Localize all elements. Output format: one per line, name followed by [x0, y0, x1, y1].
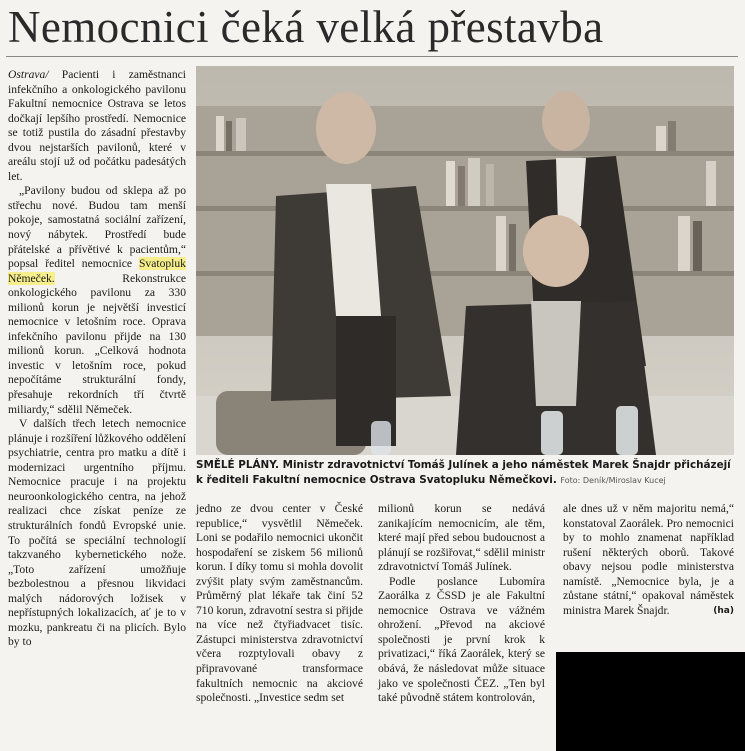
- paragraph-text: Pacienti i zaměstnanci infekčního a onkologického pavilonu Fakultní nemocnice Ostrava se letos dočkají lepšího prostředí. Nemocnice se totiž pustila do zásadní přestavby dvou nejstarších pavilonů, které v areálu stojí už od počátku padesátých let.: [8, 68, 186, 183]
- dateline: Ostrava/: [8, 68, 49, 81]
- paragraph: Podle poslance Lubomíra Zaorálka z ČSSD je ale Fakultní nemocnice Ostrava ve vážném ohrožení. „Převod na akciové společnosti je první krok k privatizaci,“ říká Zaorálek, který se obává, že následovat může situace jako ve společnosti ČEZ. „Ten byl také původně státem kontrolován,: [378, 574, 545, 705]
- article-column-4: [563, 502, 734, 618]
- caption-lead: SMĚLÉ PLÁNY.: [196, 459, 279, 471]
- article-column-3: [378, 502, 545, 706]
- paragraph-text: ale dnes už v něm majoritu nemá,“ konstatoval Zaorálek. Pro nemocnici by to mohlo znamenat například rušení některých oborů. Takové obavy nejsou podle ministerstva namístě. „Nemocnice byla, je a zůstane státní,“ opakoval náměstek ministra Marek Šnajdr.: [563, 502, 734, 617]
- paragraph-text: „Pavilony budou od sklepa až po střechu nové. Budou tam menší pokoje, samostatná sociální zařízení, nový nábytek. Prostředí bude přátelské a přívětivé k pacientům,“ popsal ředitel nemocnice: [8, 184, 186, 271]
- article-column-2: [196, 502, 363, 706]
- article-photo: [196, 66, 734, 455]
- article-column-1: [8, 68, 186, 650]
- author-signature: (ha): [713, 605, 734, 616]
- paragraph: jedno ze dvou center v České republice,“ vysvětlil Němeček. Loni se podařilo nemocnici ukončit hospodaření se ziskem 56 milionů korun. I díky tomu si mohla dovolit zvýšit platy svým zaměstnancům. Průměrný plat lékaře tak činí 52 710 korun, zdravotní sestra si přijde na více než čtyřiadvacet tisíc. Zástupci ministerstva zdravotnictví včera rozptylovali obavy z připravované transformace fakultních nemocnic na akciové společnosti. „Investice sedm set: [196, 502, 363, 705]
- photo-caption: [196, 458, 734, 488]
- caption-text: Ministr zdravotnictví Tomáš Julínek a jeho náměstek Marek Šnajdr přicházejí k řediteli Fakultní nemocnice Ostrava Svatopluku Němečkovi.: [196, 459, 731, 486]
- paragraph: [8, 184, 186, 417]
- photo-credit: Foto: Deník/Miroslav Kucej: [560, 476, 666, 485]
- paragraph: [563, 502, 734, 618]
- redaction-box: [556, 652, 745, 751]
- headline-rule: [6, 56, 738, 57]
- headline: Nemocnici čeká velká přestavba: [8, 2, 604, 52]
- paragraph: [8, 68, 186, 184]
- paragraph: milionů korun se nedává zanikajícím nemocnicím, ale těm, které mají před sebou budoucnost a plánují se rozšiřovat,“ sdělil ministr zdravotnictví Tomáš Julínek.: [378, 502, 545, 574]
- paragraph-text: Rekonstrukce onkologického pavilonu za 330 milionů korun je největší investicí nemocnice v letošním roce. Oprava infekčního pavilonu přijde na 130 milionů korun. „Celková hodnota investic v letošním roce, pokud nepočítáme strukturální fondy, přesahuje rekordních tří čtvrtě miliardy,“ sdělil Němeček.: [8, 271, 186, 416]
- paragraph: V dalších třech letech nemocnice plánuje i rozšíření lůžkového oddělení psychiatrie, centra pro matku a dítě i modernizaci urgentního příjmu. Nemocnice pracuje i na projektu neuroonkologického centra, na jehož realizaci chce získat peníze ze strukturálních fondů Evropské unie. To počítá se speciální technologií takzvaného kybernetického nože. „Toto zařízení umožňuje bezbolestnou a přesnou likvidaci malých nádorových ložisek v nepřístupných lokalizacích, ať je to v mozku, pankreatu či na plicích. Bylo by to: [8, 417, 186, 649]
- highlighted-name: Svatopluk Němeček.: [8, 257, 186, 285]
- photo-illustration: [196, 66, 734, 455]
